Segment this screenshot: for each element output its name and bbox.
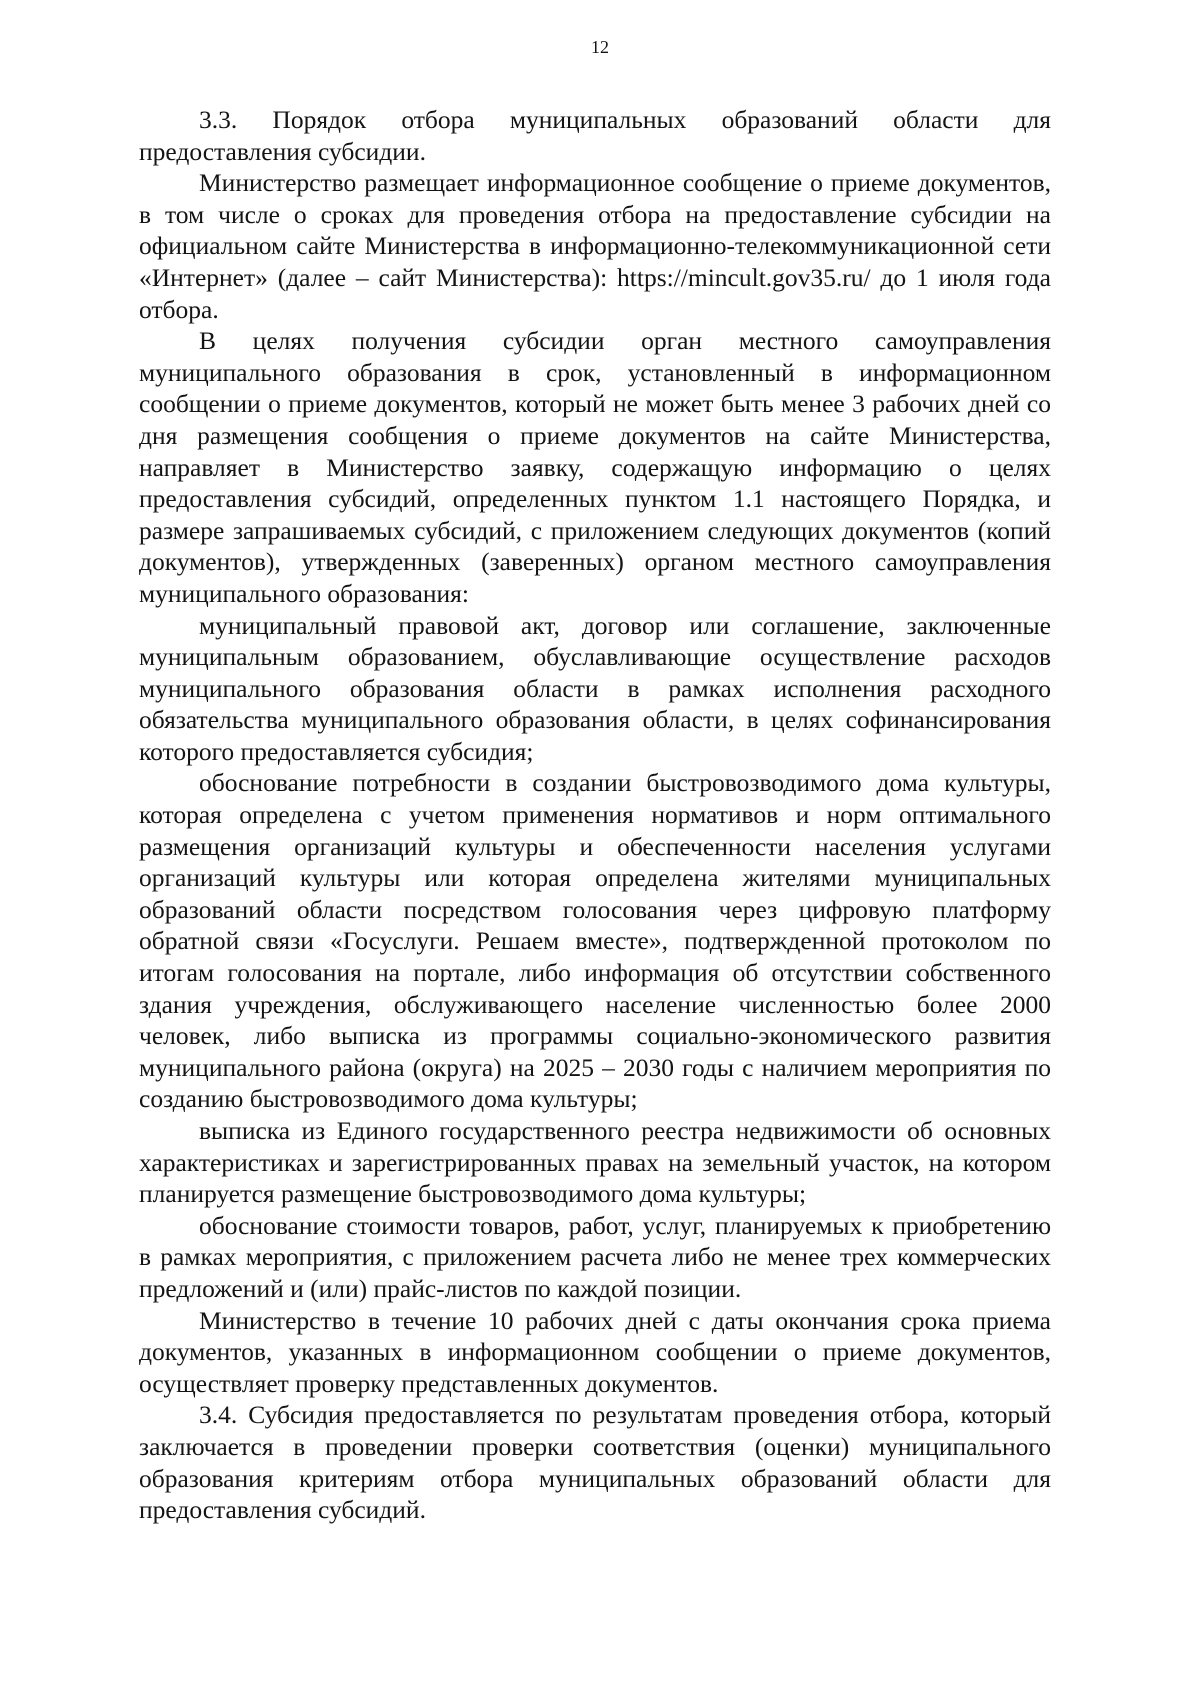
section-3-4: 3.4. Субсидия предоставляется по результатам проведения отбора, который заключается в проведении проверки соответствия (оценки) муниципального образования критериям отбора муниципальных образований области для предоставления субсидий.	[139, 1400, 1051, 1525]
paragraph-application: В целях получения субсидии орган местного самоуправления муниципального образования в срок, установленный в информационном сообщении о приеме документов, который не может быть менее 3 рабочих дней со дня размещения сообщения о приеме документов на сайте Министерства, направляет в Министерство заявку, содержащую информацию о целях предоставления субсидий, определенных пунктом 1.1 настоящего Порядка, и размере запрашиваемых субсидий, с приложением следующих документов (копий документов), утвержденных (заверенных) органом местного самоуправления муниципального образования:	[139, 326, 1051, 608]
list-item-need-justification: обоснование потребности в создании быстровозводимого дома культуры, которая определена с учетом применения нормативов и норм оптимального размещения организаций культуры и обеспеченности населения услугами организаций культуры или которая определена жителями муниципальных образований области посредством голосования через цифровую платформу обратной связи «Госуслуги. Решаем вместе», подтвержденной протоколом по итогам голосования на портале, либо информация об отсутствии собственного здания учреждения, обслуживающего население численностью более 2000 человек, либо выписка из программы социально-экономического развития муниципального района (округа) на 2025 – 2030 годы с наличием мероприятия по созданию быстровозводимого дома культуры;	[139, 768, 1051, 1114]
document-body	[139, 104, 1051, 1526]
paragraph-announcement: Министерство размещает информационное сообщение о приеме документов, в том числе о сроках для проведения отбора на предоставление субсидии на официальном сайте Министерства в информационно-телекоммуникационной сети «Интернет» (далее – сайт Министерства): https://mincult.gov35.ru/ до 1 июля года отбора.	[139, 168, 1051, 324]
section-3-3-heading: 3.3. Порядок отбора муниципальных образований области для предоставления субсидии.	[139, 105, 1051, 166]
paragraph-review: Министерство в течение 10 рабочих дней с даты окончания срока приема документов, указанных в информационном сообщении о приеме документов, осуществляет проверку представленных документов.	[139, 1305, 1051, 1398]
list-item-registry-extract: выписка из Единого государственного реестра недвижимости об основных характеристиках и зарегистрированных правах на земельный участок, на котором планируется размещение быстровозводимого дома культуры;	[139, 1116, 1051, 1209]
list-item-cost-justification: обоснование стоимости товаров, работ, услуг, планируемых к приобретению в рамках мероприятия, с приложением расчета либо не менее трех коммерческих предложений и (или) прайс-листов по каждой позиции.	[139, 1210, 1051, 1303]
list-item-legal-act: муниципальный правовой акт, договор или соглашение, заключенные муниципальным образованием, обуславливающие осуществление расходов муниципального образования области в рамках исполнения расходного обязательства муниципального образования области, в целях софинансирования которого предоставляется субсидия;	[139, 610, 1051, 766]
page-number: 12	[591, 37, 609, 57]
